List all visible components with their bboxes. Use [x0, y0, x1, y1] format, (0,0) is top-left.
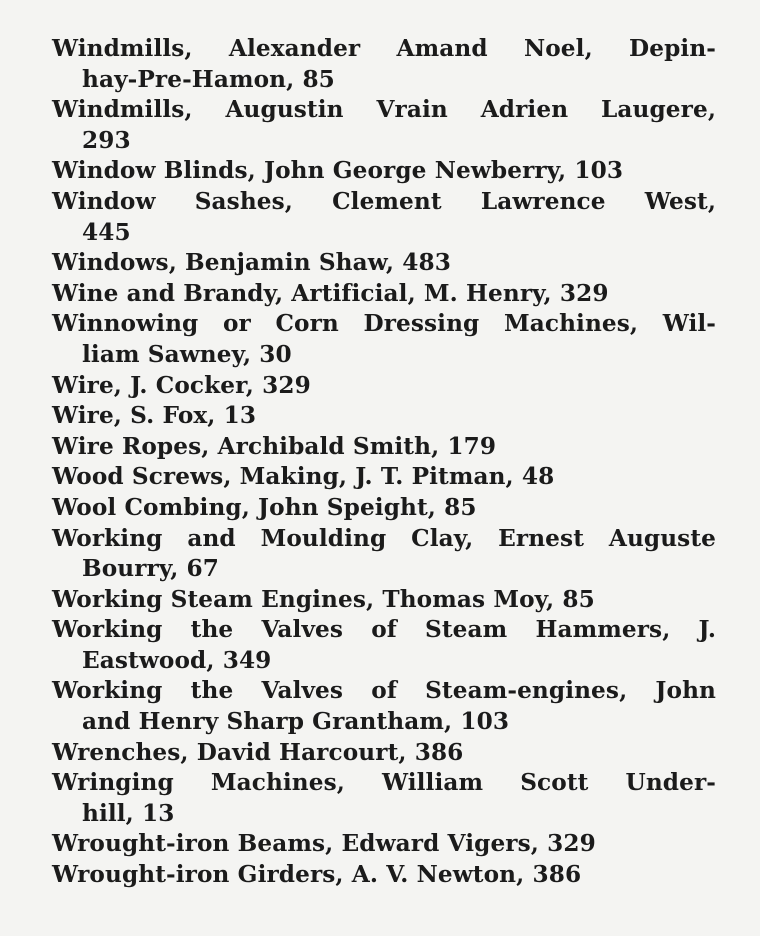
index-entry [52, 768, 716, 829]
entry-continuation: and Henry Sharp Grantham, 103 [82, 708, 510, 736]
index-entry [52, 156, 716, 187]
index-entry [52, 187, 716, 248]
index-entry [52, 462, 716, 493]
entry-line: Wire Ropes, Archibald Smith, 179 [52, 432, 497, 460]
entry-line: Wine and Brandy, Artificial, M. Henry, 329 [52, 279, 609, 307]
entry-line: Wringing Machines, William Scott Under- [52, 769, 716, 797]
entry-continuation: hay-Pre-Hamon, 85 [82, 65, 335, 93]
index-entry [52, 860, 716, 891]
entry-line: Wire, J. Cocker, 329 [52, 371, 311, 399]
entry-line: Windmills, Alexander Amand Noel, Depin- [52, 35, 716, 62]
entry-line: Windows, Benjamin Shaw, 483 [52, 249, 451, 277]
entry-line: Wool Combing, John Speight, 85 [52, 493, 477, 521]
index-entry [52, 676, 716, 737]
index-column [52, 34, 716, 891]
entry-line: Winnowing or Corn Dressing Machines, Wil- [52, 310, 716, 338]
index-entry [52, 493, 716, 524]
index-entry [52, 401, 716, 432]
index-entry [52, 585, 716, 616]
index-entry [52, 738, 716, 769]
index-entry [52, 95, 716, 156]
index-entry [52, 371, 716, 402]
entry-line: Working Steam Engines, Thomas Moy, 85 [52, 585, 595, 613]
entry-line: Window Sashes, Clement Lawrence West, [52, 187, 716, 215]
entry-continuation: Bourry, 67 [82, 555, 220, 583]
entry-line: Wood Screws, Making, J. T. Pitman, 48 [52, 463, 555, 491]
entry-line: Working and Moulding Clay, Ernest Auguste [52, 524, 716, 552]
entry-line: Wrought-iron Girders, A. V. Newton, 386 [52, 861, 582, 889]
entry-line: Windmills, Augustin Vrain Adrien Laugere, [52, 96, 716, 124]
entry-line: Wire, S. Fox, 13 [52, 402, 257, 430]
entry-line: Wrought-iron Beams, Edward Vigers, 329 [52, 830, 596, 858]
index-entry [52, 248, 716, 279]
entry-line: Working the Valves of Steam-engines, John [52, 677, 716, 705]
index-entry [52, 829, 716, 860]
entry-continuation: 445 [82, 218, 131, 246]
index-entry [52, 524, 716, 585]
entry-line: Window Blinds, John George Newberry, 103 [52, 157, 624, 185]
index-entry [52, 34, 716, 95]
entry-continuation: 293 [82, 126, 131, 154]
index-entry [52, 615, 716, 676]
entry-continuation: hill, 13 [82, 799, 175, 827]
entry-continuation: Eastwood, 349 [82, 646, 272, 674]
entry-continuation: liam Sawney, 30 [82, 340, 292, 368]
entry-line: Working the Valves of Steam Hammers, J. [52, 616, 716, 644]
index-entry [52, 432, 716, 463]
index-entry [52, 309, 716, 370]
entry-line: Wrenches, David Harcourt, 386 [52, 738, 464, 766]
index-entry [52, 279, 716, 310]
